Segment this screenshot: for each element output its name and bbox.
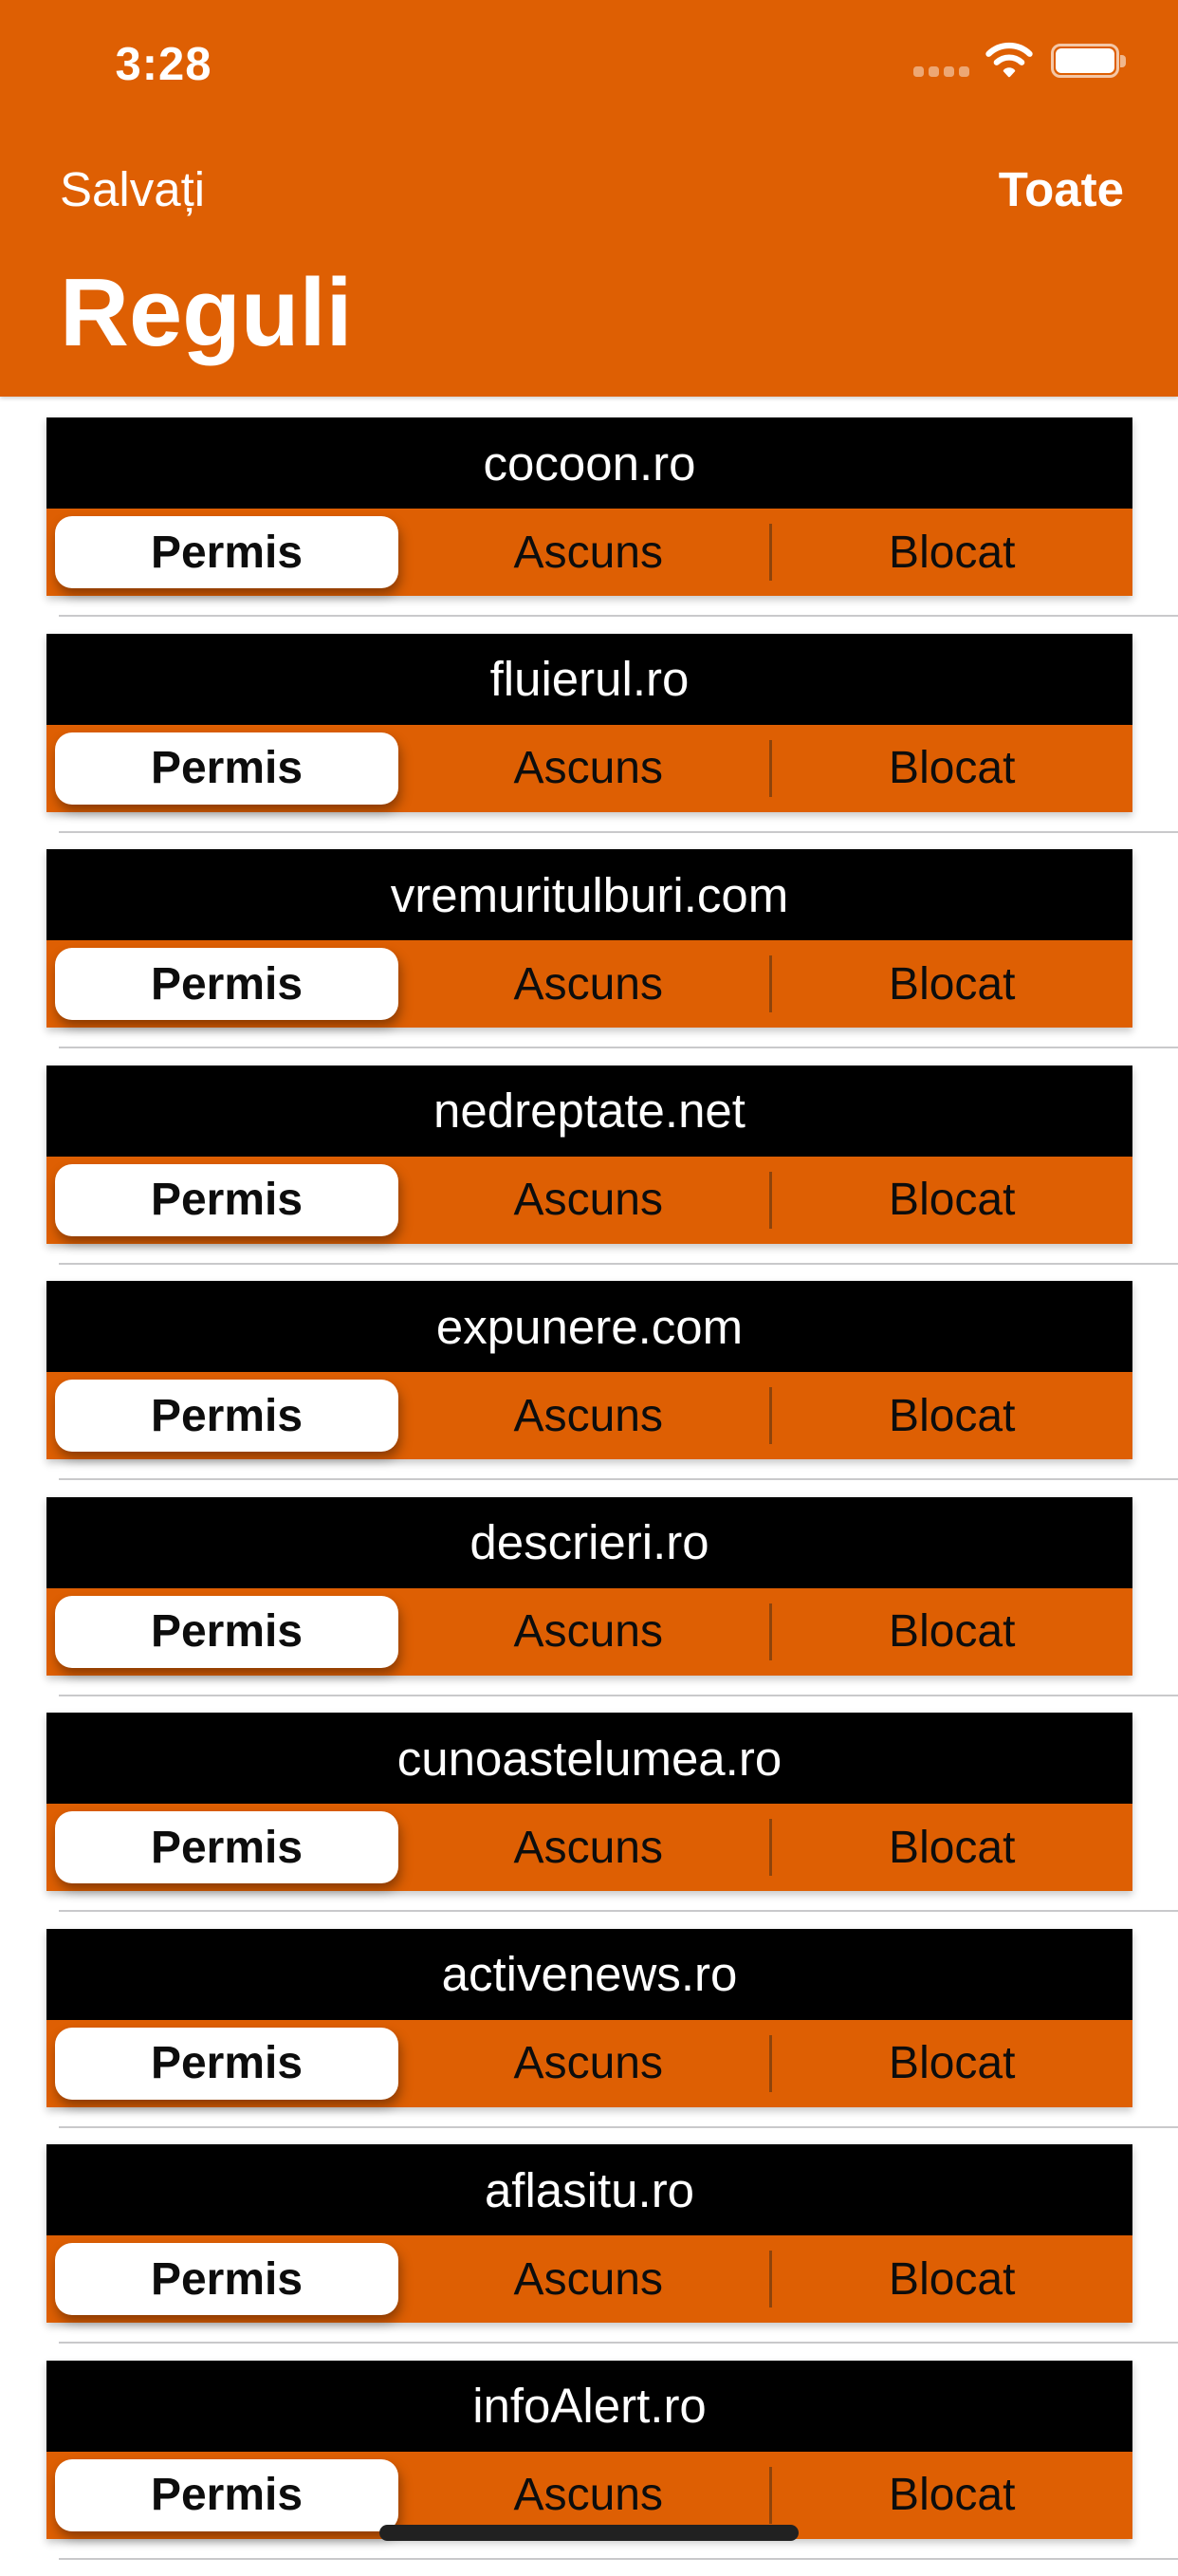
rule-domain-bar — [46, 634, 1132, 725]
segment-ascuns[interactable]: Ascuns — [408, 1372, 769, 1459]
cellular-signal-dots-icon — [913, 66, 969, 77]
rule-segmented-control — [46, 2235, 1132, 2323]
rule-domain-bar — [46, 1929, 1132, 2020]
rule-domain-label: aflasitu.ro — [484, 2162, 695, 2217]
rule-segmented-control — [46, 509, 1132, 596]
segment-blocat[interactable]: Blocat — [772, 2452, 1133, 2539]
segment-ascuns[interactable]: Ascuns — [408, 1157, 769, 1244]
rule-domain-bar — [46, 1497, 1132, 1588]
segment-blocat[interactable]: Blocat — [772, 1588, 1133, 1676]
list-separator — [59, 615, 1178, 617]
rule-card — [46, 1281, 1132, 1459]
signal-dot — [929, 66, 939, 77]
list-separator — [59, 1047, 1178, 1048]
rule-domain-bar — [46, 1281, 1132, 1372]
rule-domain-label: descrieri.ro — [469, 1515, 709, 1569]
segment-permis[interactable]: Permis — [55, 732, 398, 805]
rule-domain-label: infoAlert.ro — [472, 2379, 707, 2433]
rule-card — [46, 1497, 1132, 1676]
rule-card — [46, 1066, 1132, 1244]
rule-card — [46, 2144, 1132, 2323]
segment-ascuns[interactable]: Ascuns — [408, 940, 769, 1028]
segment-permis[interactable]: Permis — [55, 2459, 398, 2531]
rule-domain-label: nedreptate.net — [433, 1084, 745, 1138]
header — [0, 0, 1178, 397]
rule-segmented-control — [46, 725, 1132, 812]
list-separator — [59, 2126, 1178, 2128]
rule-segmented-control — [46, 940, 1132, 1028]
rule-card — [46, 417, 1132, 596]
all-button[interactable]: Toate — [998, 162, 1124, 216]
list-separator — [59, 1478, 1178, 1480]
rule-domain-bar — [46, 1066, 1132, 1157]
rule-segmented-control — [46, 1157, 1132, 1244]
segment-blocat[interactable]: Blocat — [772, 725, 1133, 812]
rule-domain-label: cocoon.ro — [483, 436, 696, 491]
rule-segmented-control — [46, 1588, 1132, 1676]
rules-list — [46, 417, 1132, 2576]
rule-domain-bar — [46, 849, 1132, 940]
wifi-icon — [985, 42, 1034, 80]
rule-card — [46, 1713, 1132, 1891]
list-separator — [59, 1910, 1178, 1912]
segment-blocat[interactable]: Blocat — [772, 1157, 1133, 1244]
segment-ascuns[interactable]: Ascuns — [408, 509, 769, 596]
battery-nub — [1120, 55, 1126, 67]
rule-card — [46, 2361, 1132, 2539]
segment-permis[interactable]: Permis — [55, 948, 398, 1020]
battery-fill — [1056, 48, 1114, 73]
rule-domain-bar — [46, 1713, 1132, 1804]
list-separator — [59, 1695, 1178, 1696]
segment-permis[interactable]: Permis — [55, 1596, 398, 1668]
segment-blocat[interactable]: Blocat — [772, 2020, 1133, 2107]
status-icons — [913, 42, 1119, 80]
signal-dot — [913, 66, 924, 77]
rule-domain-bar — [46, 2144, 1132, 2235]
home-indicator[interactable] — [379, 2525, 799, 2541]
segment-permis[interactable]: Permis — [55, 2028, 398, 2100]
rule-domain-bar — [46, 2361, 1132, 2452]
rule-domain-bar — [46, 417, 1132, 509]
rule-domain-label: expunere.com — [435, 1299, 744, 1354]
list-separator — [59, 2558, 1178, 2560]
segment-blocat[interactable]: Blocat — [772, 1804, 1133, 1891]
rule-domain-label: fluierul.ro — [489, 652, 690, 706]
rule-domain-label: vremuritulburi.com — [390, 867, 789, 922]
segment-permis[interactable]: Permis — [55, 1811, 398, 1883]
list-separator — [59, 831, 1178, 833]
rule-segmented-control — [46, 2020, 1132, 2107]
segment-permis[interactable]: Permis — [55, 1380, 398, 1452]
segment-blocat[interactable]: Blocat — [772, 1372, 1133, 1459]
status-time: 3:28 — [115, 39, 212, 90]
segment-ascuns[interactable]: Ascuns — [408, 2020, 769, 2107]
rule-segmented-control — [46, 1372, 1132, 1459]
battery-icon — [1051, 44, 1119, 78]
rule-segmented-control — [46, 1804, 1132, 1891]
segment-permis[interactable]: Permis — [55, 1164, 398, 1236]
segment-ascuns[interactable]: Ascuns — [408, 1588, 769, 1676]
rule-card — [46, 849, 1132, 1028]
rule-card — [46, 1929, 1132, 2107]
segment-blocat[interactable]: Blocat — [772, 940, 1133, 1028]
list-separator — [59, 2342, 1178, 2344]
segment-permis[interactable]: Permis — [55, 2243, 398, 2315]
signal-dot — [959, 66, 969, 77]
segment-ascuns[interactable]: Ascuns — [408, 1804, 769, 1891]
segment-ascuns[interactable]: Ascuns — [408, 2235, 769, 2323]
segment-blocat[interactable]: Blocat — [772, 2235, 1133, 2323]
list-separator — [59, 1263, 1178, 1265]
rule-domain-label: cunoastelumea.ro — [396, 1731, 782, 1786]
page-title: Reguli — [60, 260, 353, 366]
segment-ascuns[interactable]: Ascuns — [408, 725, 769, 812]
save-button[interactable]: Salvați — [60, 162, 206, 216]
rule-domain-label: activenews.ro — [441, 1947, 738, 2001]
segment-blocat[interactable]: Blocat — [772, 509, 1133, 596]
segment-permis[interactable]: Permis — [55, 516, 398, 588]
signal-dot — [944, 66, 954, 77]
rule-card — [46, 634, 1132, 812]
segment-ascuns[interactable]: Ascuns — [408, 2452, 769, 2539]
